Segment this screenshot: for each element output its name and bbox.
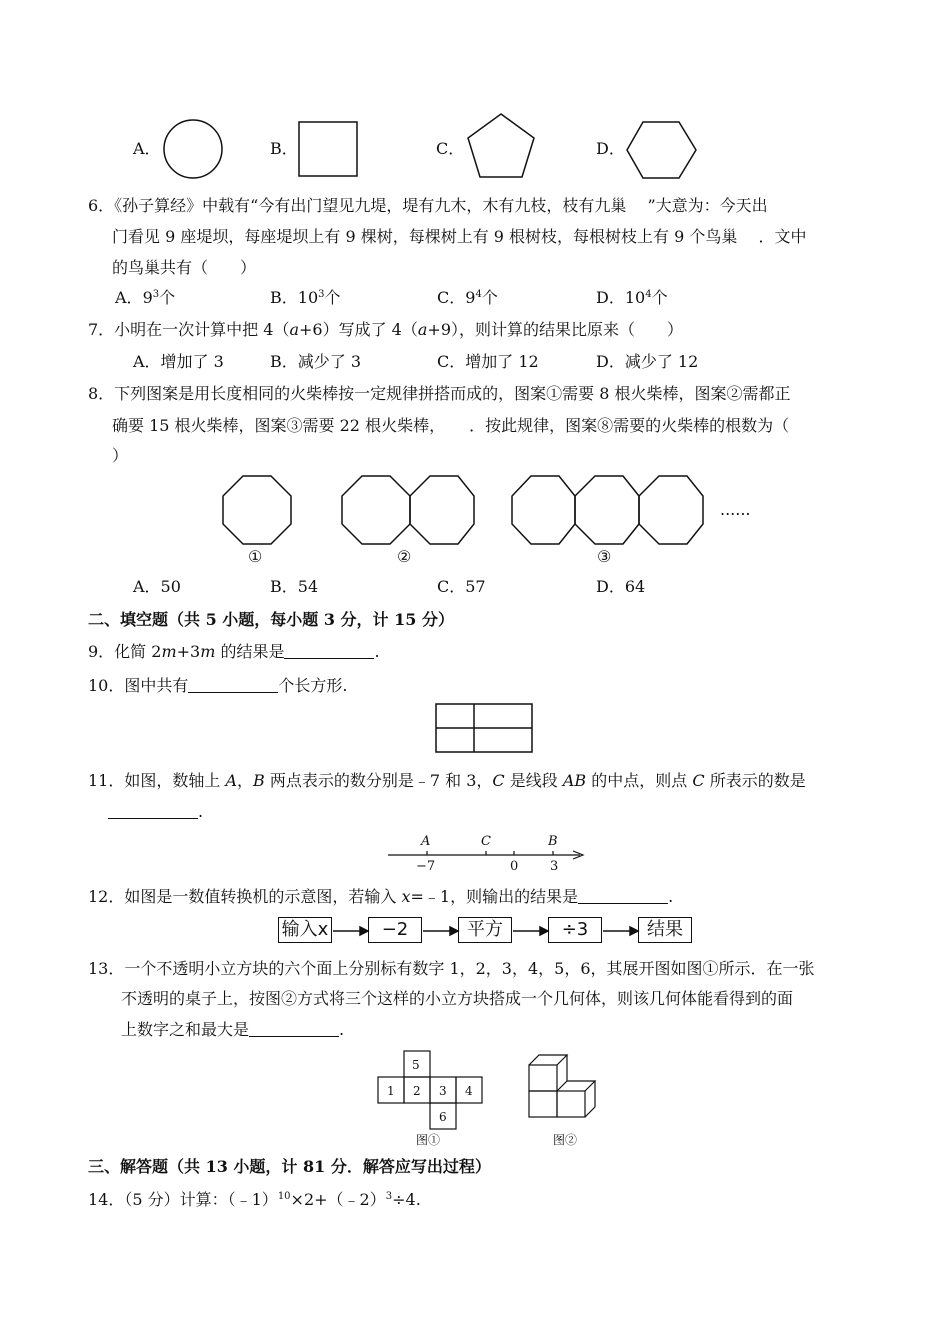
flow-result-box: 结果 bbox=[638, 917, 692, 943]
q6-option-d: D．$10^4$个 bbox=[596, 288, 668, 307]
axis-label-b: B bbox=[548, 834, 558, 849]
section2-title: 二、填空题（共 5 小题，每小题 3 分，计 15 分） bbox=[88, 610, 454, 629]
q6-line3: 的鸟巢共有（ ） bbox=[112, 258, 257, 277]
net-face-4: 4 bbox=[465, 1084, 473, 1098]
axis-label-c: C bbox=[481, 834, 491, 849]
flow-input-box: 输入x bbox=[278, 917, 332, 943]
q13-line3: 上数字之和最大是 . bbox=[121, 1020, 345, 1039]
flow-divide3-box: ÷3 bbox=[548, 917, 602, 943]
net-face-2: 2 bbox=[413, 1084, 421, 1098]
q8-option-d: D．64 bbox=[596, 577, 646, 596]
axis-label-a: A bbox=[421, 834, 431, 849]
pattern-label-1: ① bbox=[248, 547, 263, 566]
q5-option-d: D． bbox=[596, 139, 625, 158]
q7-option-d: D．减少了 12 bbox=[596, 352, 699, 371]
q7-stem: 7．小明在一次计算中把 4（a+6）写成了 4（a+9），则计算的结果比原来（ ） bbox=[88, 320, 683, 339]
q13-line1: 13．一个不透明小立方块的六个面上分别标有数字 1，2，3，4，5，6，其展开图如图①所示．在一张 bbox=[88, 959, 815, 978]
q14-stem: 14．（5 分）计算：（﹣1）$^{10}$×2+（﹣2）$^3$÷4. bbox=[88, 1190, 421, 1209]
q13-blank[interactable] bbox=[249, 1022, 339, 1037]
q8-option-a: A．50 bbox=[133, 577, 181, 596]
axis-tick-a: −7 bbox=[416, 859, 436, 874]
q12-stem: 12．如图是一数值转换机的示意图，若输入 x=﹣1，则输出的结果是 . bbox=[88, 887, 674, 906]
axis-tick-b: 3 bbox=[550, 859, 559, 874]
q6-option-b: B．$10^3$个 bbox=[270, 288, 341, 307]
q8-option-b: B．54 bbox=[270, 577, 319, 596]
cubes-caption: 图② bbox=[553, 1133, 578, 1147]
net-face-5: 5 bbox=[412, 1058, 420, 1072]
q10-stem: 10．图中共有 个长方形. bbox=[88, 676, 348, 695]
q13-line2: 不透明的桌子上，按图②方式将三个这样的小立方块搭成一个几何体，则该几何体能看得到的面 bbox=[121, 989, 794, 1008]
axis-tick-0: 0 bbox=[510, 859, 519, 874]
flow-minus2-box: −2 bbox=[368, 917, 422, 943]
net-face-6: 6 bbox=[439, 1110, 447, 1124]
q6-option-a: A．$9^3$个 bbox=[115, 288, 176, 307]
q11-stem: 11．如图，数轴上 A，B 两点表示的数分别是﹣7 和 3，C 是线段 AB 的中点，则点 C 所表示的数是 bbox=[88, 771, 806, 790]
pattern-label-2: ② bbox=[397, 547, 412, 566]
pattern-ellipsis: ...... bbox=[720, 500, 751, 519]
q5-option-b: B． bbox=[270, 139, 298, 158]
q5-option-a: A． bbox=[133, 139, 161, 158]
q8-line3: ） bbox=[112, 446, 129, 465]
section3-title: 三、解答题（共 13 小题，计 81 分．解答应写出过程） bbox=[88, 1157, 491, 1176]
q5-option-c: C． bbox=[436, 139, 465, 158]
net-face-3: 3 bbox=[439, 1084, 447, 1098]
flow-square-box: 平方 bbox=[458, 917, 512, 943]
q8-option-c: C．57 bbox=[437, 577, 486, 596]
q8-line1: 8．下列图案是用长度相同的火柴棒按一定规律拼搭而成的，图案①需要 8 根火柴棒，图案②需都正 bbox=[88, 384, 791, 403]
net-face-1: 1 bbox=[387, 1084, 395, 1098]
q7-option-b: B．减少了 3 bbox=[270, 352, 362, 371]
q8-line2: 确要 15 根火柴棒，图案③需要 22 根火柴棒， ．按此规律，图案⑧需要的火柴棒的根数为（ bbox=[112, 416, 790, 435]
q7-option-a: A．增加了 3 bbox=[133, 352, 224, 371]
net-caption: 图① bbox=[416, 1133, 441, 1147]
q11-line2: . bbox=[108, 802, 203, 822]
q7-option-c: C．增加了 12 bbox=[437, 352, 539, 371]
q6-line2: 门看见 9 座堤坝，每座堤坝上有 9 棵树，每棵树上有 9 根树枝，每根树枝上有 9 个鸟巢 ．文中 bbox=[112, 227, 807, 246]
q6-line1: 6．《孙子算经》中载有“今有出门望见九堤，堤有九木，木有九枝，枝有九巢 ”大意为：今天出 bbox=[88, 196, 768, 215]
q6-option-c: C．$9^4$个 bbox=[437, 288, 498, 307]
pattern-label-3: ③ bbox=[597, 547, 612, 566]
q9-stem: 9．化简 2m+3m 的结果是 . bbox=[88, 642, 380, 661]
stacked-cubes-figure bbox=[525, 1053, 615, 1123]
